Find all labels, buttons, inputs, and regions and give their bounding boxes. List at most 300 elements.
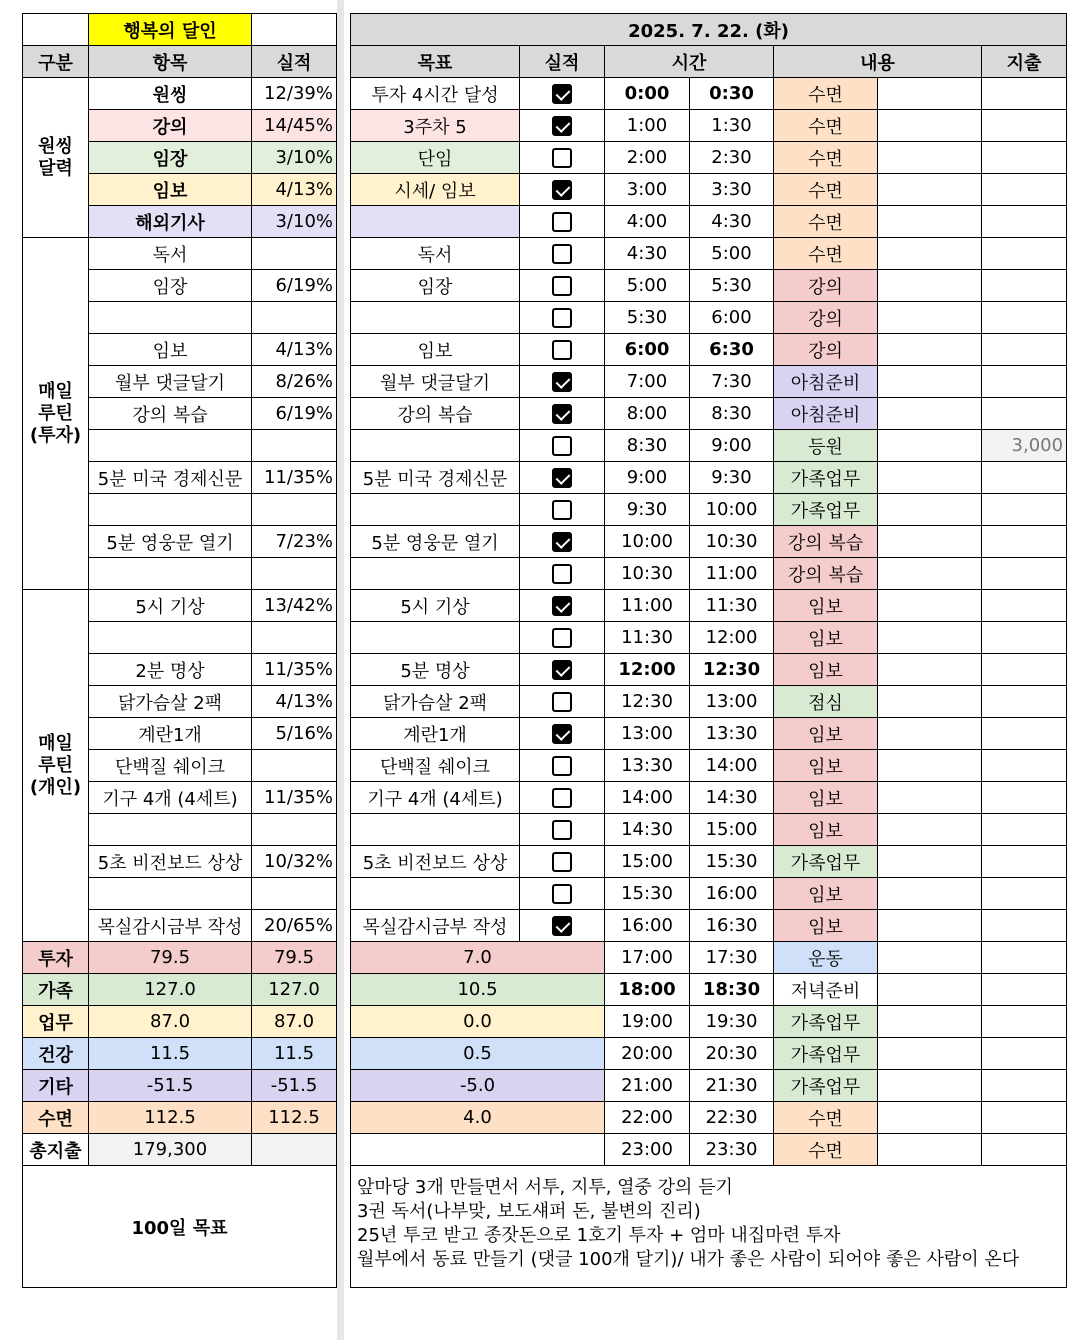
content-extra[interactable]: [878, 654, 982, 686]
left-item: [89, 302, 252, 334]
expense-cell[interactable]: [982, 846, 1067, 878]
check-cell[interactable]: [520, 206, 605, 238]
time-start: 12:30: [605, 686, 690, 718]
time-end: 13:00: [690, 686, 774, 718]
time-start: 21:00: [605, 1070, 690, 1102]
expense-cell[interactable]: [982, 718, 1067, 750]
content-cell[interactable]: 아침준비: [774, 398, 878, 430]
content-extra[interactable]: [878, 718, 982, 750]
goal-cell[interactable]: 임보: [351, 334, 520, 366]
check-cell[interactable]: [520, 750, 605, 782]
time-start: 18:00: [605, 974, 690, 1006]
check-cell[interactable]: [520, 558, 605, 590]
expense-cell[interactable]: [982, 366, 1067, 398]
goal-cell[interactable]: 임장: [351, 270, 520, 302]
check-cell[interactable]: [520, 846, 605, 878]
content-extra[interactable]: [878, 686, 982, 718]
goal-cell[interactable]: [351, 558, 520, 590]
content-extra[interactable]: [878, 334, 982, 366]
content-extra[interactable]: [878, 494, 982, 526]
expense-cell[interactable]: [982, 622, 1067, 654]
content-cell[interactable]: 임보: [774, 910, 878, 942]
left-rate: 11/35%: [252, 462, 337, 494]
checkbox-unchecked[interactable]: [552, 628, 572, 648]
checkbox-unchecked[interactable]: [552, 884, 572, 904]
schedule-row: [351, 910, 1067, 942]
time-start: 17:00: [605, 942, 690, 974]
goal-cell[interactable]: [351, 206, 520, 238]
checkbox-checked[interactable]: [552, 596, 572, 616]
summary-schedule-row: [351, 1070, 1067, 1102]
left-item: 기구 4개 (4세트): [89, 782, 252, 814]
summary-label: 건강: [23, 1038, 89, 1070]
content-cell[interactable]: 가족업무: [774, 1038, 878, 1070]
expense-cell[interactable]: [982, 526, 1067, 558]
total-value: 179,300: [89, 1134, 252, 1166]
content-cell[interactable]: 가족업무: [774, 1006, 878, 1038]
expense-cell[interactable]: [982, 494, 1067, 526]
content-cell[interactable]: 수면: [774, 110, 878, 142]
content-extra[interactable]: [878, 270, 982, 302]
right-schedule-table: [350, 13, 1067, 1288]
content-cell[interactable]: 강의 복습: [774, 526, 878, 558]
time-start: 0:00: [605, 78, 690, 110]
group-label-line: 원씽: [38, 135, 73, 157]
goal-cell[interactable]: [351, 622, 520, 654]
expense-cell[interactable]: [982, 334, 1067, 366]
check-cell[interactable]: [520, 398, 605, 430]
left-item: 임장: [89, 142, 252, 174]
checkbox-unchecked[interactable]: [552, 436, 572, 456]
left-item: 5시 기상: [89, 590, 252, 622]
time-end: 10:30: [690, 526, 774, 558]
checkbox-checked[interactable]: [552, 724, 572, 744]
summary-value-b: 112.5: [252, 1102, 337, 1134]
time-start: 10:30: [605, 558, 690, 590]
left-rate: 4/13%: [252, 174, 337, 206]
content-extra[interactable]: [878, 974, 982, 1006]
goal-cell[interactable]: [351, 494, 520, 526]
content-extra[interactable]: [878, 1134, 982, 1166]
time-start: 2:00: [605, 142, 690, 174]
schedule-row: [351, 78, 1067, 110]
expense-cell[interactable]: [982, 590, 1067, 622]
time-start: 11:30: [605, 622, 690, 654]
content-extra[interactable]: [878, 110, 982, 142]
time-start: 9:00: [605, 462, 690, 494]
header-goal: 목표: [351, 46, 520, 78]
content-extra[interactable]: [878, 622, 982, 654]
goal-cell[interactable]: 5분 명상: [351, 654, 520, 686]
expense-cell[interactable]: [982, 142, 1067, 174]
content-extra[interactable]: [878, 462, 982, 494]
summary-value-b: -51.5: [252, 1070, 337, 1102]
expense-cell[interactable]: [982, 814, 1067, 846]
content-cell[interactable]: 임보: [774, 718, 878, 750]
goal-cell[interactable]: 강의 복습: [351, 398, 520, 430]
expense-cell[interactable]: [982, 1134, 1067, 1166]
summary-value-b: 127.0: [252, 974, 337, 1006]
goal-cell[interactable]: 5분 영웅문 열기: [351, 526, 520, 558]
content-extra[interactable]: [878, 814, 982, 846]
content-cell[interactable]: 강의: [774, 302, 878, 334]
time-start: 14:00: [605, 782, 690, 814]
check-cell[interactable]: [520, 174, 605, 206]
time-end: 18:30: [690, 974, 774, 1006]
time-start: 6:00: [605, 334, 690, 366]
time-start: 11:00: [605, 590, 690, 622]
content-cell[interactable]: 임보: [774, 814, 878, 846]
summary-value-b: 87.0: [252, 1006, 337, 1038]
expense-cell[interactable]: [982, 238, 1067, 270]
group-label-line: 달력: [38, 157, 73, 179]
content-cell[interactable]: 점심: [774, 686, 878, 718]
content-cell[interactable]: 임보: [774, 878, 878, 910]
summary-schedule-row: [351, 1006, 1067, 1038]
check-cell[interactable]: [520, 494, 605, 526]
check-cell[interactable]: [520, 654, 605, 686]
goal-cell[interactable]: 5시 기상: [351, 590, 520, 622]
summary-label: 가족: [23, 974, 89, 1006]
checkbox-checked[interactable]: [552, 84, 572, 104]
summary-label: 수면: [23, 1102, 89, 1134]
check-cell[interactable]: [520, 782, 605, 814]
check-cell[interactable]: [520, 718, 605, 750]
goal-cell[interactable]: 단백질 쉐이크: [351, 750, 520, 782]
check-cell[interactable]: [520, 526, 605, 558]
goal-cell[interactable]: [351, 878, 520, 910]
checkbox-checked[interactable]: [552, 468, 572, 488]
check-cell[interactable]: [520, 142, 605, 174]
content-cell[interactable]: 가족업무: [774, 462, 878, 494]
time-start: 13:30: [605, 750, 690, 782]
left-item: 월부 댓글달기: [89, 366, 252, 398]
checkbox-unchecked[interactable]: [552, 148, 572, 168]
content-extra[interactable]: [878, 174, 982, 206]
time-end: 12:30: [690, 654, 774, 686]
checkbox-unchecked[interactable]: [552, 244, 572, 264]
expense-cell[interactable]: [982, 206, 1067, 238]
expense-cell[interactable]: [982, 302, 1067, 334]
expense-cell[interactable]: [982, 1070, 1067, 1102]
content-extra[interactable]: [878, 1070, 982, 1102]
content-extra[interactable]: [878, 558, 982, 590]
content-extra[interactable]: [878, 1006, 982, 1038]
content-cell[interactable]: 임보: [774, 590, 878, 622]
content-extra[interactable]: [878, 206, 982, 238]
check-cell[interactable]: [520, 878, 605, 910]
goal-cell[interactable]: 목실감시금부 작성: [351, 910, 520, 942]
content-cell[interactable]: 임보: [774, 750, 878, 782]
left-rate: 11/35%: [252, 782, 337, 814]
content-cell[interactable]: 가족업무: [774, 1070, 878, 1102]
checkbox-checked[interactable]: [552, 660, 572, 680]
expense-cell[interactable]: [982, 654, 1067, 686]
checkbox-unchecked[interactable]: [552, 212, 572, 232]
left-item: 임보: [89, 334, 252, 366]
schedule-row: [351, 430, 1067, 462]
goal-cell[interactable]: 닭가슴살 2팩: [351, 686, 520, 718]
goal-cell[interactable]: 단임: [351, 142, 520, 174]
content-cell[interactable]: 임보: [774, 654, 878, 686]
expense-cell[interactable]: [982, 174, 1067, 206]
time-end: 6:30: [690, 334, 774, 366]
content-cell[interactable]: 강의: [774, 334, 878, 366]
checkbox-unchecked[interactable]: [552, 852, 572, 872]
left-header-0: 구분: [23, 46, 89, 78]
left-rate: 4/13%: [252, 334, 337, 366]
expense-cell[interactable]: [982, 462, 1067, 494]
check-cell[interactable]: [520, 622, 605, 654]
check-cell[interactable]: [520, 334, 605, 366]
time-start: 8:00: [605, 398, 690, 430]
content-cell[interactable]: 가족업무: [774, 494, 878, 526]
content-extra[interactable]: [878, 910, 982, 942]
schedule-row: [351, 782, 1067, 814]
expense-cell[interactable]: [982, 398, 1067, 430]
content-extra[interactable]: [878, 942, 982, 974]
expense-cell[interactable]: [982, 686, 1067, 718]
summary-value-a: 11.5: [89, 1038, 252, 1070]
date-title: 2025. 7. 22. (화): [351, 14, 1067, 46]
left-item: 계란1개: [89, 718, 252, 750]
left-rate: 10/32%: [252, 846, 337, 878]
goal-cell[interactable]: 계란1개: [351, 718, 520, 750]
left-rate: [252, 878, 337, 910]
checkbox-checked[interactable]: [552, 180, 572, 200]
content-cell[interactable]: 수면: [774, 238, 878, 270]
left-group-label: [23, 78, 89, 238]
schedule-row: [351, 206, 1067, 238]
time-start: 15:30: [605, 878, 690, 910]
checkbox-unchecked[interactable]: [552, 276, 572, 296]
checkbox-unchecked[interactable]: [552, 564, 572, 584]
time-end: 6:00: [690, 302, 774, 334]
content-cell[interactable]: 수면: [774, 1134, 878, 1166]
left-rate: 14/45%: [252, 110, 337, 142]
content-extra[interactable]: [878, 1102, 982, 1134]
schedule-row: [351, 462, 1067, 494]
time-end: 1:30: [690, 110, 774, 142]
summary-schedule-row: [351, 1102, 1067, 1134]
left-rate: 8/26%: [252, 366, 337, 398]
checkbox-checked[interactable]: [552, 372, 572, 392]
goal-cell[interactable]: 기구 4개 (4세트): [351, 782, 520, 814]
content-extra[interactable]: [878, 78, 982, 110]
expense-cell[interactable]: [982, 942, 1067, 974]
schedule-row: [351, 238, 1067, 270]
expense-cell[interactable]: [982, 878, 1067, 910]
left-rate: [252, 302, 337, 334]
expense-cell[interactable]: [982, 78, 1067, 110]
time-end: 0:30: [690, 78, 774, 110]
content-cell[interactable]: 저녁준비: [774, 974, 878, 1006]
left-row: [23, 238, 337, 270]
content-extra[interactable]: [878, 142, 982, 174]
goal-line: 3권 독서(나부맞, 보도섀퍼 돈, 불변의 진리): [357, 1201, 701, 1222]
checkbox-unchecked[interactable]: [552, 340, 572, 360]
goal-cell[interactable]: 5분 미국 경제신문: [351, 462, 520, 494]
checkbox-checked[interactable]: [552, 532, 572, 552]
content-cell[interactable]: 수면: [774, 206, 878, 238]
content-cell[interactable]: 아침준비: [774, 366, 878, 398]
check-cell[interactable]: [520, 110, 605, 142]
goal-cell[interactable]: [351, 430, 520, 462]
summary-goal-value: [351, 1134, 605, 1166]
summary-value-b: 79.5: [252, 942, 337, 974]
content-cell[interactable]: 임보: [774, 622, 878, 654]
left-item: 강의 복습: [89, 398, 252, 430]
content-cell[interactable]: 임보: [774, 782, 878, 814]
left-item: 해외기사: [89, 206, 252, 238]
expense-cell[interactable]: [982, 110, 1067, 142]
expense-cell[interactable]: [982, 750, 1067, 782]
content-cell[interactable]: 수면: [774, 142, 878, 174]
group-label-line: 루틴: [38, 402, 73, 424]
checkbox-unchecked[interactable]: [552, 788, 572, 808]
content-cell[interactable]: 수면: [774, 78, 878, 110]
content-extra[interactable]: [878, 302, 982, 334]
summary-label: 기타: [23, 1070, 89, 1102]
column-gutter: [337, 0, 344, 1340]
left-item: [89, 558, 252, 590]
content-cell[interactable]: 강의: [774, 270, 878, 302]
check-cell[interactable]: [520, 430, 605, 462]
goals-text-box: [351, 1166, 1067, 1288]
content-cell[interactable]: 수면: [774, 174, 878, 206]
content-extra[interactable]: [878, 526, 982, 558]
left-rate: [252, 238, 337, 270]
time-end: 13:30: [690, 718, 774, 750]
checkbox-unchecked[interactable]: [552, 692, 572, 712]
goal-cell[interactable]: [351, 302, 520, 334]
checkbox-unchecked[interactable]: [552, 820, 572, 840]
goal-cell[interactable]: 시세/ 임보: [351, 174, 520, 206]
left-item: [89, 622, 252, 654]
goal-cell[interactable]: [351, 814, 520, 846]
goal-cell[interactable]: 투자 4시간 달성: [351, 78, 520, 110]
content-extra[interactable]: [878, 430, 982, 462]
left-rate: [252, 622, 337, 654]
content-extra[interactable]: [878, 846, 982, 878]
summary-label: 업무: [23, 1006, 89, 1038]
total-empty: [252, 1134, 337, 1166]
left-item: [89, 430, 252, 462]
expense-cell[interactable]: 3,000: [982, 430, 1067, 462]
check-cell[interactable]: [520, 78, 605, 110]
checkbox-checked[interactable]: [552, 404, 572, 424]
time-start: 8:30: [605, 430, 690, 462]
summary-value-a: 79.5: [89, 942, 252, 974]
left-item: 목실감시금부 작성: [89, 910, 252, 942]
content-extra[interactable]: [878, 782, 982, 814]
checkbox-checked[interactable]: [552, 916, 572, 936]
schedule-row: [351, 110, 1067, 142]
summary-goal-value: 0.5: [351, 1038, 605, 1070]
goal-cell[interactable]: 독서: [351, 238, 520, 270]
content-extra[interactable]: [878, 878, 982, 910]
expense-cell[interactable]: [982, 558, 1067, 590]
summary-schedule-row: [351, 974, 1067, 1006]
time-start: 9:30: [605, 494, 690, 526]
goal-cell[interactable]: 3주차 5: [351, 110, 520, 142]
content-extra[interactable]: [878, 1038, 982, 1070]
time-end: 23:30: [690, 1134, 774, 1166]
expense-cell[interactable]: [982, 1006, 1067, 1038]
time-end: 11:00: [690, 558, 774, 590]
checkbox-unchecked[interactable]: [552, 308, 572, 328]
time-start: 16:00: [605, 910, 690, 942]
left-group-label: [23, 590, 89, 942]
check-cell[interactable]: [520, 366, 605, 398]
content-extra[interactable]: [878, 750, 982, 782]
checkbox-checked[interactable]: [552, 116, 572, 136]
check-cell[interactable]: [520, 462, 605, 494]
left-item: 2분 명상: [89, 654, 252, 686]
time-end: 8:30: [690, 398, 774, 430]
content-cell[interactable]: 운동: [774, 942, 878, 974]
time-start: 4:00: [605, 206, 690, 238]
expense-cell[interactable]: [982, 974, 1067, 1006]
content-extra[interactable]: [878, 366, 982, 398]
check-cell[interactable]: [520, 270, 605, 302]
expense-cell[interactable]: [982, 270, 1067, 302]
time-start: 14:30: [605, 814, 690, 846]
time-start: 5:00: [605, 270, 690, 302]
expense-cell[interactable]: [982, 1038, 1067, 1070]
goal-cell[interactable]: 월부 댓글달기: [351, 366, 520, 398]
goal-cell[interactable]: 5초 비전보드 상상: [351, 846, 520, 878]
time-start: 13:00: [605, 718, 690, 750]
schedule-row: [351, 142, 1067, 174]
left-item: 5분 미국 경제신문: [89, 462, 252, 494]
check-cell[interactable]: [520, 590, 605, 622]
check-cell[interactable]: [520, 814, 605, 846]
summary-value-a: -51.5: [89, 1070, 252, 1102]
content-cell[interactable]: 수면: [774, 1102, 878, 1134]
expense-cell[interactable]: [982, 782, 1067, 814]
time-end: 11:30: [690, 590, 774, 622]
content-cell[interactable]: 강의 복습: [774, 558, 878, 590]
checkbox-unchecked[interactable]: [552, 756, 572, 776]
group-label-line: (투자): [29, 424, 82, 446]
content-extra[interactable]: [878, 238, 982, 270]
schedule-row: [351, 302, 1067, 334]
left-rate: 12/39%: [252, 78, 337, 110]
goal-line: 25년 투코 받고 종잣돈으로 1호기 투자 + 엄마 내집마련 투자: [357, 1225, 841, 1246]
checkbox-unchecked[interactable]: [552, 500, 572, 520]
time-end: 15:00: [690, 814, 774, 846]
expense-cell[interactable]: [982, 1102, 1067, 1134]
content-cell[interactable]: 등원: [774, 430, 878, 462]
content-cell[interactable]: 가족업무: [774, 846, 878, 878]
content-extra[interactable]: [878, 398, 982, 430]
content-extra[interactable]: [878, 590, 982, 622]
left-item: 닭가슴살 2팩: [89, 686, 252, 718]
left-rate: [252, 494, 337, 526]
check-cell[interactable]: [520, 910, 605, 942]
left-row: [23, 590, 337, 622]
group-label-line: 매일: [38, 732, 73, 754]
left-rate: 20/65%: [252, 910, 337, 942]
goal-label: 100일 목표: [23, 1166, 337, 1288]
check-cell[interactable]: [520, 686, 605, 718]
time-start: 20:00: [605, 1038, 690, 1070]
expense-cell[interactable]: [982, 910, 1067, 942]
check-cell[interactable]: [520, 302, 605, 334]
time-start: 22:00: [605, 1102, 690, 1134]
check-cell[interactable]: [520, 238, 605, 270]
